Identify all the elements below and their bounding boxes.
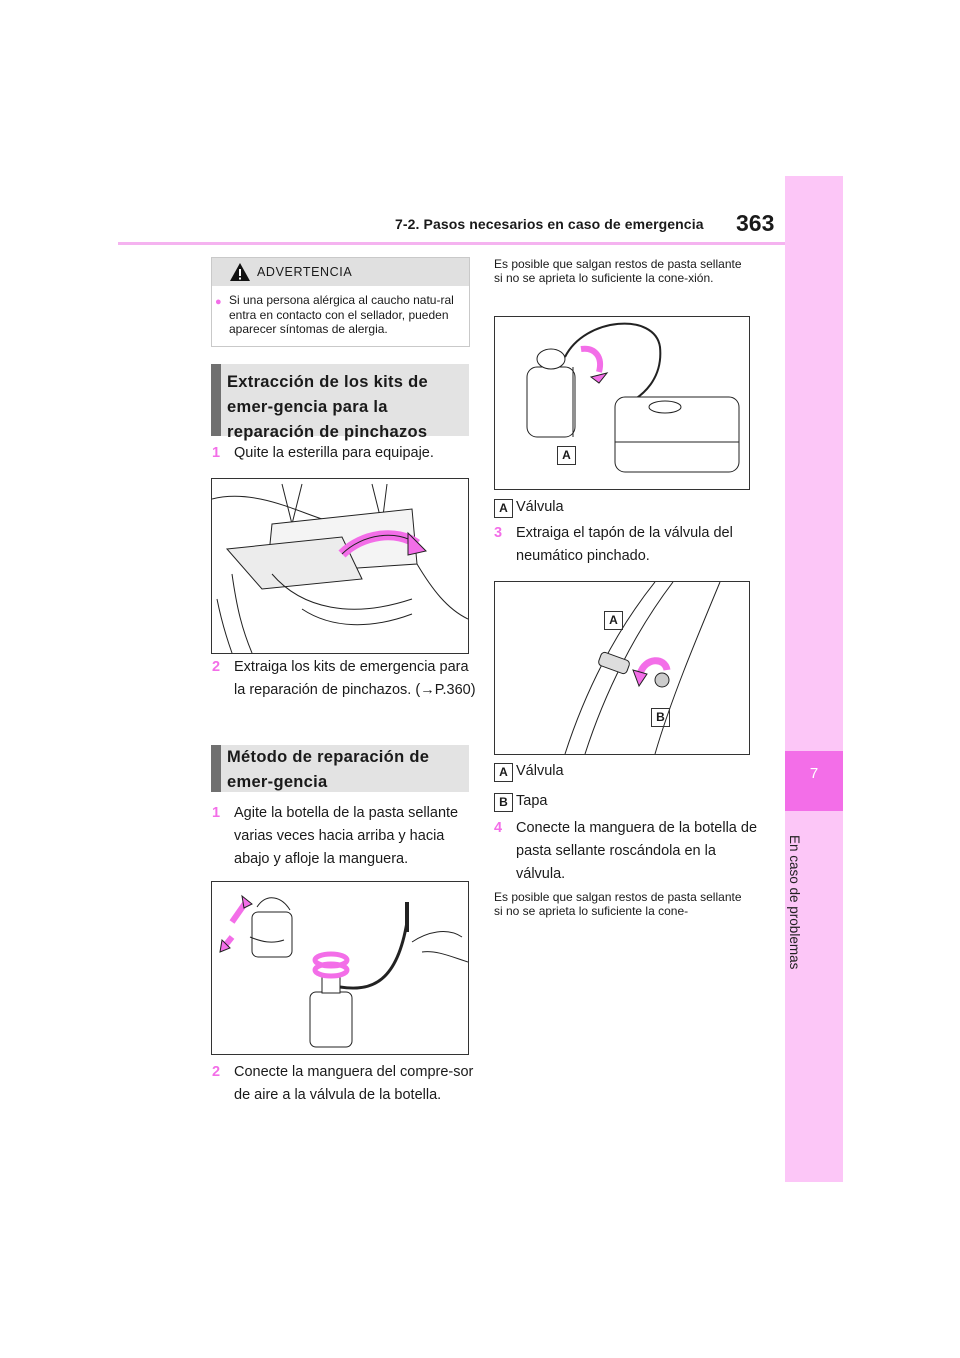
figure-shake-bottle: [211, 881, 469, 1055]
step-item: [494, 522, 761, 568]
step-item: [212, 442, 479, 466]
figure-valve-cap: [494, 581, 750, 755]
section-heading-text: Extracción de los kits de emer-gencia para la reparación de pinchazos: [227, 373, 428, 441]
step-text: Conecte la manguera de la botella de pasta sellante roscándola en la válvula.: [516, 820, 758, 882]
step-text: Extraiga los kits de emergencia para la reparación de pinchazos. (→P.360): [234, 659, 476, 698]
heading-bar: [211, 364, 221, 436]
warning-triangle-icon: [229, 262, 251, 282]
circle-bullet-icon: ●: [215, 296, 222, 308]
caution-note: Es posible que salgan restos de pasta sellante si no se aprieta lo suficiente la cone-: [494, 890, 742, 918]
step-text: Agite la botella de la pasta sellante varias veces hacia arriba y hacia abajo y afloje la manguera.: [234, 805, 459, 867]
step-item: [212, 656, 479, 726]
figure-label-b: B: [651, 708, 670, 727]
car-trunk-illustration: [212, 479, 468, 653]
step-text: Extraiga el tapón de la válvula del neumático pinchado.: [516, 525, 733, 564]
tire-valve-illustration: [495, 582, 749, 754]
step-number: 2: [212, 659, 221, 675]
caution-note: Es posible que salgan restos de pasta sellante si no se aprieta lo suficiente la cone-xión.: [494, 257, 742, 285]
step-number: 4: [494, 820, 503, 836]
section-heading-text: Método de reparación de emer-gencia: [227, 748, 430, 791]
step-item: [212, 1061, 479, 1107]
chapter-label: [786, 835, 806, 970]
figure-label-a: A: [604, 611, 623, 630]
chapter-side-strip: [785, 176, 843, 1182]
chapter-number: 7: [809, 765, 819, 782]
heading-bar: [211, 745, 221, 792]
legend-letter-b: B: [494, 793, 513, 812]
running-header-title: 7-2. Pasos necesarios en caso de emergencia: [395, 216, 704, 232]
warning-title: ADVERTENCIA: [257, 265, 353, 279]
figure-bottle-valve: [494, 316, 750, 490]
warning-text: Si una persona alérgica al caucho natu-ral entra en contacto con el sellador, pueden aparecer síntomas de alergia.: [229, 293, 454, 336]
figure-remove-luggage-mat: [211, 478, 469, 654]
step-text: Conecte la manguera del compre-sor de aire a la válvula de la botella.: [234, 1064, 474, 1103]
chapter-label-text: En caso de problemas: [787, 835, 802, 970]
bottle-shake-illustration: [212, 882, 468, 1054]
step-text: Quite la esterilla para equipaje.: [234, 445, 434, 461]
header-rule: [118, 242, 785, 245]
bottle-compressor-illustration: [495, 317, 749, 489]
legend-text-cap: Tapa: [516, 793, 548, 809]
section-heading-repair-method: [211, 745, 469, 792]
step-item: [494, 817, 761, 887]
step-number: 3: [494, 525, 503, 541]
legend-text-valve: Válvula: [516, 763, 564, 779]
step-number: 1: [212, 445, 221, 461]
legend-letter-a: A: [494, 763, 513, 782]
page-number: 363: [736, 210, 775, 236]
legend-letter-a: A: [494, 499, 513, 518]
step-number: 1: [212, 805, 221, 821]
legend-text-valve: Válvula: [516, 499, 564, 515]
figure-label-a: A: [557, 446, 576, 465]
section-heading-extraction: [211, 364, 469, 441]
step-item: [212, 802, 479, 872]
step-number: 2: [212, 1064, 221, 1080]
